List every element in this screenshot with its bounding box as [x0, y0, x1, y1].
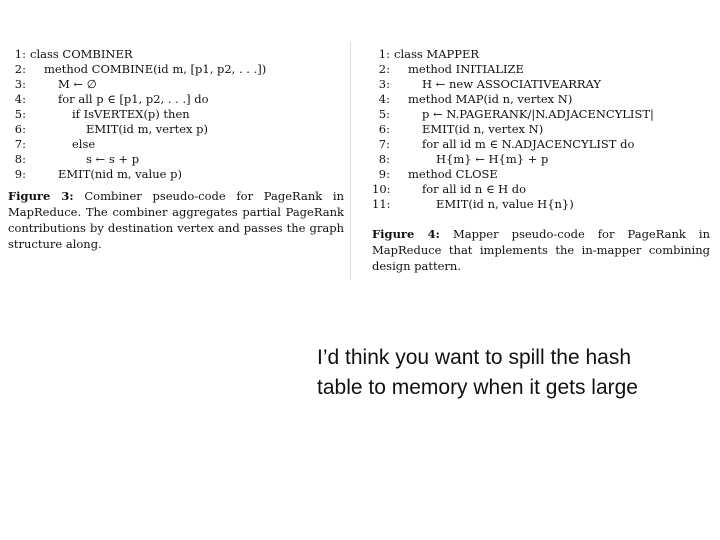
code-text: method CLOSE: [408, 167, 498, 181]
mapper-pseudocode: [372, 47, 710, 212]
line-number: 4:: [378, 92, 390, 106]
line-number: 11:: [372, 197, 391, 211]
mapper-caption: [372, 226, 710, 274]
code-line: [372, 107, 710, 122]
code-text: method INITIALIZE: [408, 62, 524, 76]
line-number: 2:: [14, 62, 26, 76]
code-line: [8, 152, 344, 167]
line-number: 3:: [378, 77, 390, 91]
code-line: [372, 152, 710, 167]
code-text: method MAP(id n, vertex N): [408, 92, 573, 106]
code-text: class COMBINER: [30, 47, 133, 61]
line-number: 7:: [14, 137, 26, 151]
figure-4-caption-text: Mapper pseudo-code for PageRank in MapReduce that implements the in-mapper combining design pattern.: [372, 227, 710, 273]
code-text: H ← new ASSOCIATIVEARRAY: [422, 77, 601, 91]
code-text: else: [72, 137, 96, 151]
figure-3-caption-text: Combiner pseudo-code for PageRank in MapReduce. The combiner aggregates partial PageRank contributions by destination vertex and passes the graph structure along.: [8, 189, 345, 251]
line-number: 5:: [378, 107, 390, 121]
code-line: [372, 47, 710, 62]
mapper-figure: [372, 47, 710, 274]
speaker-note: I’d think you want to spill the hash table to memory when it gets large: [317, 346, 638, 399]
code-text: for all id n ∈ H do: [422, 182, 527, 196]
code-text: EMIT(id n, vertex N): [422, 122, 544, 136]
code-line: [372, 197, 710, 212]
code-text: M ← ∅: [58, 77, 97, 91]
code-line: [8, 122, 344, 137]
line-number: 9:: [378, 167, 390, 181]
line-number: 4:: [14, 92, 26, 106]
code-text: p ← N.PAGERANK/|N.ADJACENCYLIST|: [422, 107, 654, 121]
line-number: 6:: [378, 122, 390, 136]
figure-4-label: Figure 4:: [372, 227, 440, 241]
code-text: s ← s + p: [86, 152, 140, 166]
code-line: [372, 62, 710, 77]
line-number: 9:: [14, 167, 26, 181]
code-line: [8, 92, 344, 107]
code-text: for all id m ∈ N.ADJACENCYLIST do: [422, 137, 635, 151]
code-line: [372, 137, 710, 152]
code-text: EMIT(id m, vertex p): [86, 122, 208, 136]
code-text: class MAPPER: [394, 47, 480, 61]
code-text: if IsVERTEX(p) then: [72, 107, 190, 121]
line-number: 7:: [378, 137, 390, 151]
code-line: [8, 137, 344, 152]
line-number: 6:: [14, 122, 26, 136]
code-line: [8, 47, 344, 62]
code-line: [8, 62, 344, 77]
code-line: [372, 77, 710, 92]
code-text: for all p ∈ [p1, p2, . . .] do: [58, 92, 209, 106]
line-number: 5:: [14, 107, 26, 121]
code-line: [372, 182, 710, 197]
code-line: [8, 107, 344, 122]
combiner-pseudocode: [8, 47, 344, 182]
code-text: H{m} ← H{m} + p: [436, 152, 549, 166]
code-line: [8, 167, 344, 182]
code-line: [8, 77, 344, 92]
line-number: 1:: [14, 47, 26, 61]
line-number: 10:: [372, 182, 391, 196]
line-number: 2:: [378, 62, 390, 76]
code-text: EMIT(id n, value H{n}): [436, 197, 574, 211]
code-line: [372, 92, 710, 107]
line-number: 8:: [378, 152, 390, 166]
combiner-figure: [8, 47, 344, 252]
code-line: [372, 167, 710, 182]
figure-3-label: Figure 3:: [8, 189, 74, 203]
line-number: 8:: [14, 152, 26, 166]
column-divider: [350, 42, 351, 280]
line-number: 3:: [14, 77, 26, 91]
code-line: [372, 122, 710, 137]
combiner-caption: [8, 188, 344, 252]
code-text: method COMBINE(id m, [p1, p2, . . .]): [44, 62, 267, 76]
line-number: 1:: [378, 47, 390, 61]
code-text: EMIT(nid m, value p): [58, 167, 182, 181]
